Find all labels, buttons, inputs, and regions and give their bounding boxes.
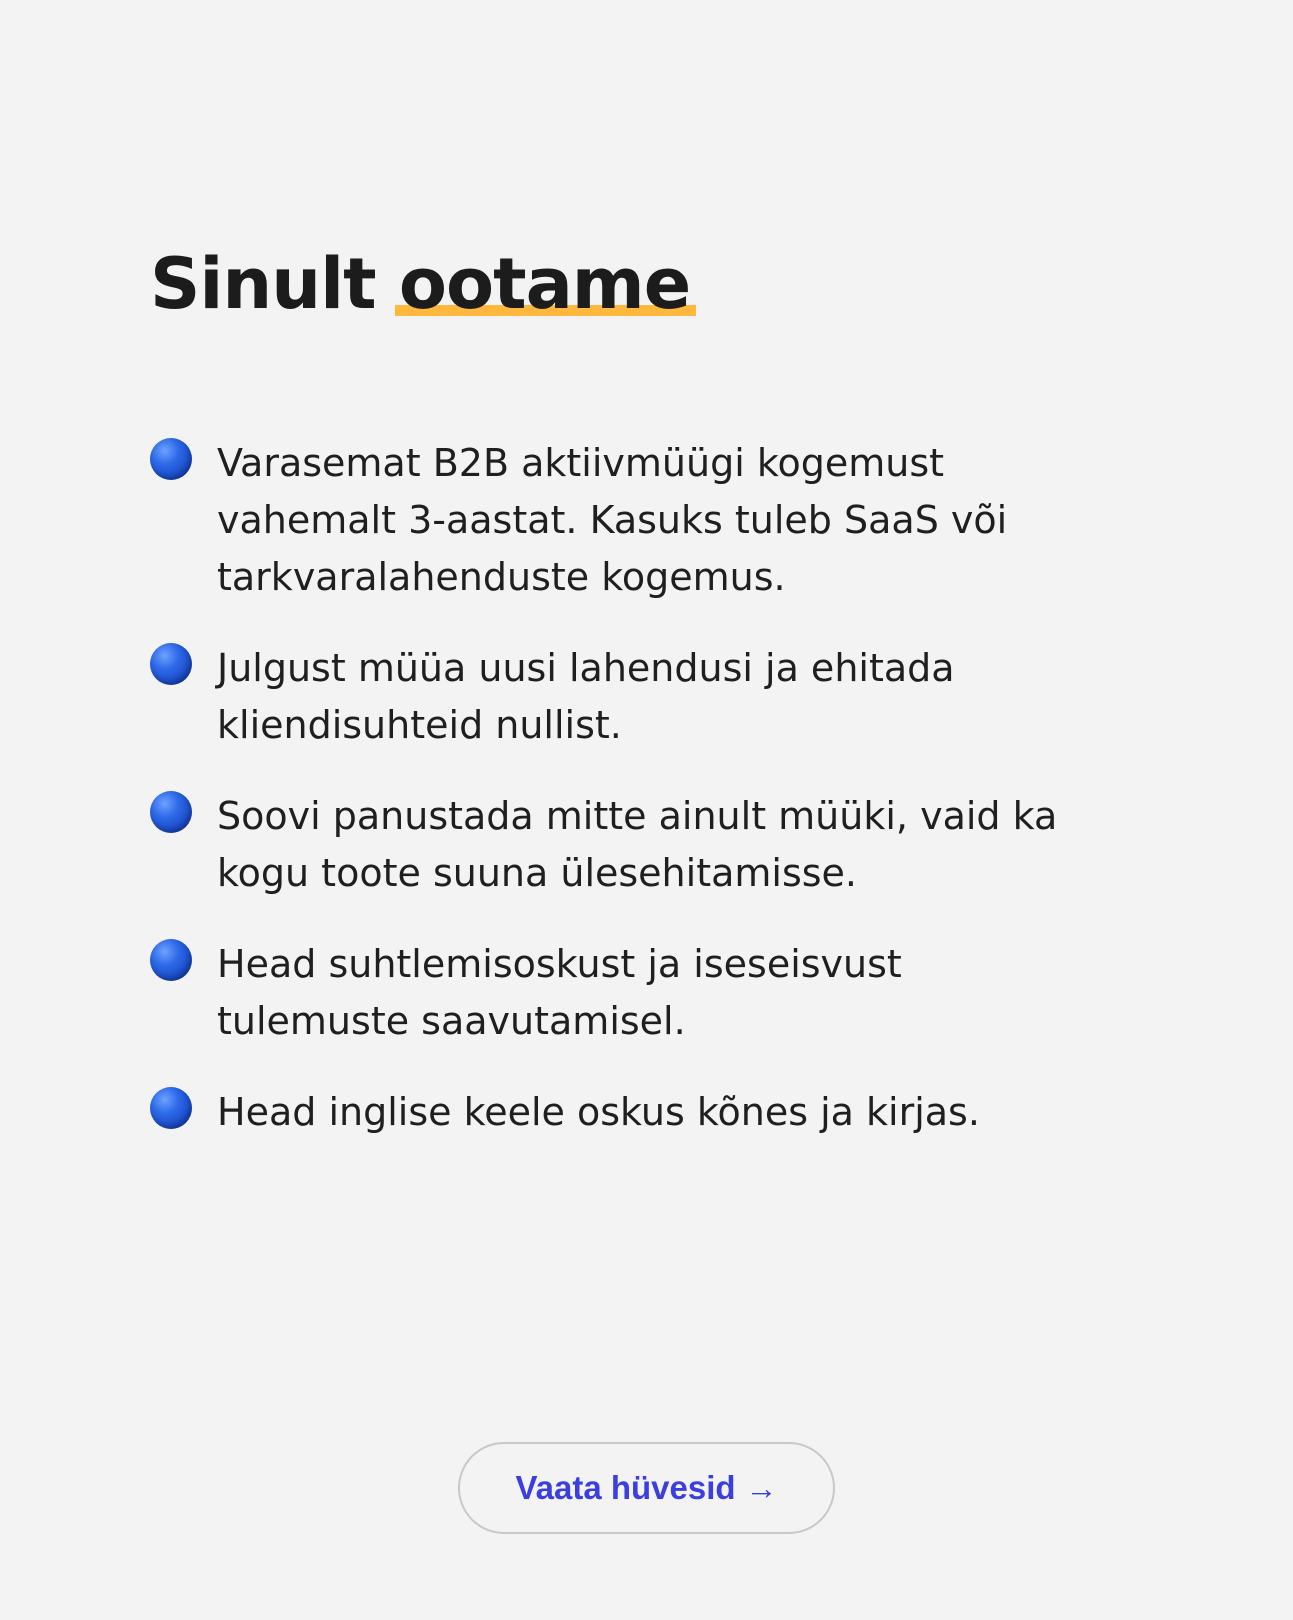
blue-circle-bullet-icon (150, 438, 192, 480)
blue-circle-bullet-icon (150, 791, 192, 833)
list-item (150, 640, 1110, 754)
list-item (150, 788, 1110, 902)
list-item-text: Varasemat B2B aktiivmüügi kogemust vahemalt 3-aastat. Kasuks tuleb SaaS või tarkvaralahenduste kogemus. (217, 441, 1008, 599)
arrow-right-icon: → (745, 1470, 778, 1506)
list-item (150, 936, 1110, 1050)
blue-circle-bullet-icon (150, 1087, 192, 1129)
page-title-highlight: ootame (398, 243, 691, 325)
list-item-text: Head inglise keele oskus kõnes ja kirjas. (217, 1090, 980, 1134)
list-item (150, 435, 1110, 606)
view-benefits-label: Vaata hüvesid (515, 1469, 736, 1506)
list-item-text: Soovi panustada mitte ainult müüki, vaid ka kogu toote suuna ülesehitamisse. (217, 794, 1058, 895)
list-item-text: Julgust müüa uusi lahendusi ja ehitada kliendisuhteid nullist. (217, 646, 955, 747)
list-item (150, 1084, 1110, 1141)
view-benefits-button[interactable] (458, 1442, 835, 1534)
page-title (150, 242, 690, 326)
list-item-text: Head suhtlemisoskust ja iseseisvust tulemuste saavutamisel. (217, 942, 902, 1043)
blue-circle-bullet-icon (150, 939, 192, 981)
blue-circle-bullet-icon (150, 643, 192, 685)
requirements-list (150, 435, 1110, 1175)
page-title-plain: Sinult (150, 243, 376, 325)
